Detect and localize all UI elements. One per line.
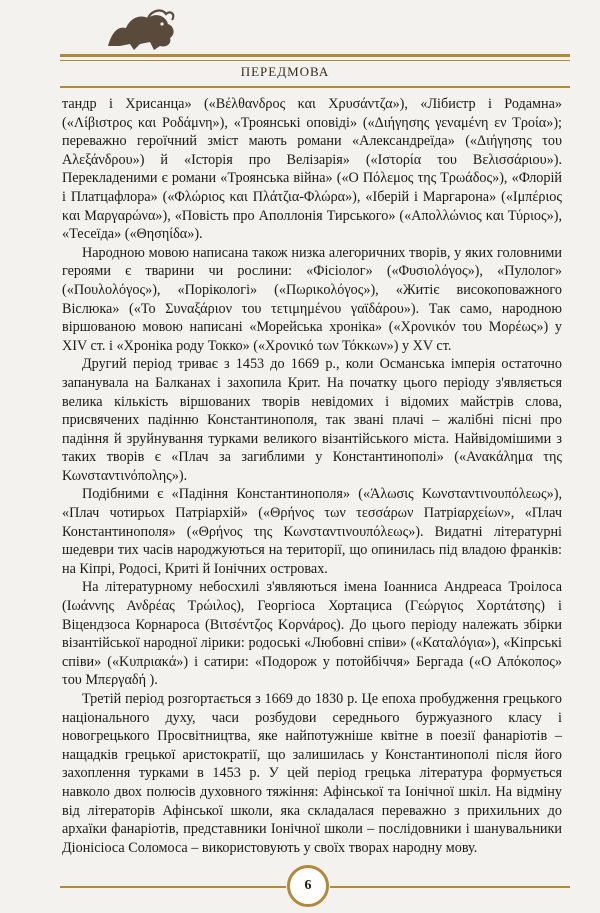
page-footer <box>0 840 600 910</box>
page-number: 6 <box>287 865 329 907</box>
body-text <box>62 95 562 857</box>
paragraph: Третій період розгортається з 1669 до 1830 р. Це епоха пробудження грецького національного духу, часи розбудови середнього буржуазного класу і новогрецького Просвітництва, яке найпотужніше квітне в поезії фанаріотів – нащадків грецької аристократії, що залишилась у Константинополі після його захоплення турками в 1453 р. У цей період грецька література формується навколо двох полюсів духовного тяжіння: Афінської та Іонічної шкіл. На відміну від літераторів Афінської школи, яка складалася переважно з прихильних до архаїки фанаріотів, представники Іонічної школи – послідовники і шанувальники Діонісіоса Соломоса – використовують у своїх творах народну мову. <box>62 691 562 856</box>
paragraph: Народною мовою написана також низка алегоричних творів, у яких головними героями є тварини чи рослини: «Фісіолог» («Φυσιολόγος»), «Пулолог» («Πουλολόγος»), «Порікологі» («Πωρικολόγος»), «Житіє високоповажного Віслюка» («Το Συναξάριον του τετιμημένου γαϊδάρου»). Так само, народною віршованою мовою написані «Морейська хроніка» («Χρονικόν του Μορέως») у XIV ст. і «Хроніка роду Токко» («Χρονικό των Τόκκων») у XV ст. <box>62 244 562 354</box>
lion-logo-icon <box>100 6 180 52</box>
header-rule-bottom <box>60 86 570 88</box>
header-rule <box>60 54 570 57</box>
paragraph: Другий період триває з 1453 до 1669 р., коли Османська імперія остаточно запанувала на Балканах і захопила Крит. На початку цього періоду з'являється велика кількість віршованих творів невідомих і відомих майстрів слова, присвячених падінню Константинополя, так звані плачі – жалібні пісні про падіння й зруйнування турками великого візантійського міста. Найвідомішими з таких творів є «Плач за загиблими у Константинополі» («Ανακάλημα της Κωνσταντινόπολης»). <box>62 356 562 484</box>
header-rule-thin <box>60 60 570 61</box>
page-header <box>0 0 600 100</box>
running-header-title: ПЕРЕДМОВА <box>240 64 330 79</box>
page-number-badge <box>286 864 330 908</box>
paragraph: тандр і Хрисанца» («Βέλθανδρος και Χρυσάντζα»), «Лібистр і Родамна» («Λίβιστρος και Ροδάμνη»), «Троянські оповіді» («Διήγησης γεναμένη εν Τροία»); переважно героїчний зміст мають романи «Александреїда» («Διήγησης του Αλεξάνδρου») й «Історія про Велізарія» («Ιστορία του Βελισσάριου»). Перекладеними є романи «Троянська війна» («Ο Πόλεμος της Τρωάδος»), «Флорій і Платцафлора» («Φλώριος και Πλάτζια-Φλώρα»), «Іберій і Маргарона» («Ιμπέριος και Μαργαρώνα»), «Повість про Аполлонія Тирського» («Απολλώνιος και Τύριος»), «Тесеїда» («Θησηίδα»). <box>62 96 562 243</box>
paragraph: Подібними є «Падіння Константинополя» («Άλωσις Κωνσταντινουπόλεως»), «Плач чотирьох Патріархій» («Θρήνος των τεσσάρων Патріαρχείων», «Плач Константинополя» («Θρήνος της Κωνσταντινουπόλεως»). Видатні літературні шедеври тих часів народжуються на території, що опинилась під владою франків: на Кіпрі, Родосі, Криті й Іонічних островах. <box>62 486 562 577</box>
paragraph: На літературному небосхилі з'являються імена Іоанниса Андреаса Троілоса (Ιωάννης Ανδρέας Τρώιλος), Георгіоса Хортациса (Γεώργιος Χορτάτσης) і Віцендзоса Корнароса (Βιτσέντζος Κορνάρος). До цього періоду належать збірки візантійської народної лірики: родоські «Любовні співи» («Καταλόγια»), «Кіпрські співи» («Κυπριακά») і сатири: «Подорож у потойбіччя» Бергада («Ο Απόκοπος» του Μπεργαδή ). <box>62 579 562 689</box>
